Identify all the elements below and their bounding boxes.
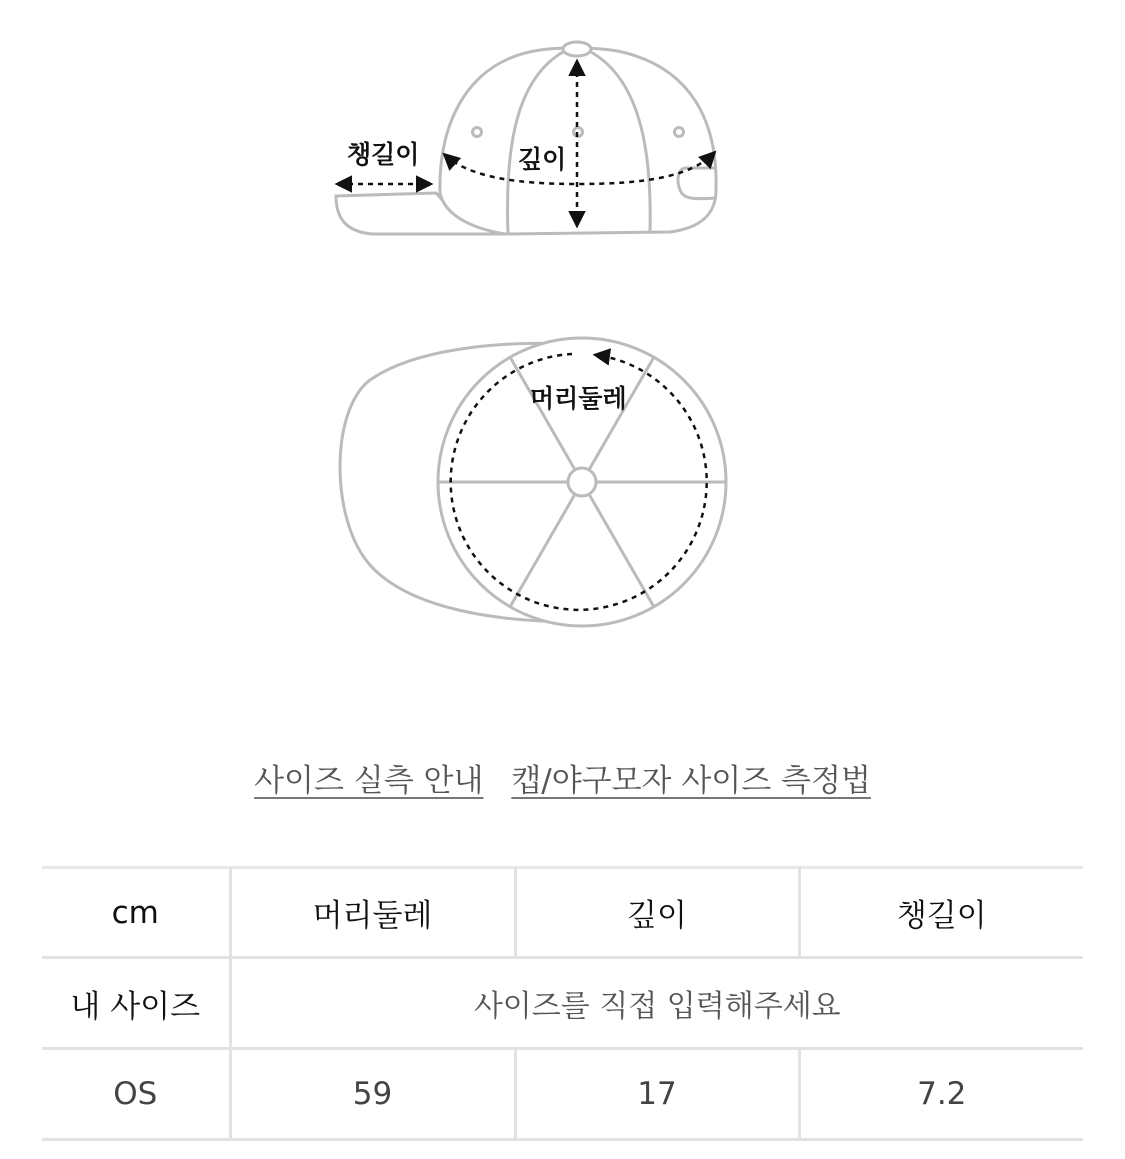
size-os: OS bbox=[42, 1049, 230, 1140]
value-brim: 7.2 bbox=[799, 1049, 1083, 1140]
my-size-input[interactable]: 사이즈를 직접 입력해주세요 bbox=[230, 958, 1083, 1049]
table-header-row bbox=[42, 868, 1083, 958]
header-brim: 챙길이 bbox=[799, 868, 1083, 958]
table-row bbox=[42, 1049, 1083, 1140]
header-depth: 깊이 bbox=[515, 868, 799, 958]
circumference-label: 머리둘레 bbox=[530, 384, 627, 413]
cap-side-view bbox=[336, 42, 716, 234]
my-size-label: 내 사이즈 bbox=[42, 958, 230, 1049]
value-circumference: 59 bbox=[230, 1049, 515, 1140]
my-size-row bbox=[42, 958, 1083, 1049]
size-guide-links bbox=[0, 755, 1125, 800]
depth-label: 깊이 bbox=[518, 145, 567, 174]
header-circumference: 머리둘레 bbox=[230, 868, 515, 958]
header-unit: cm bbox=[42, 868, 230, 958]
size-table bbox=[42, 866, 1083, 1141]
size-guide-link[interactable]: 사이즈 실측 안내 bbox=[254, 763, 484, 799]
cap-measure-link[interactable]: 캡/야구모자 사이즈 측정법 bbox=[511, 763, 871, 799]
value-depth: 17 bbox=[515, 1049, 799, 1140]
cap-top-view bbox=[340, 338, 726, 626]
brim-length-label: 챙길이 bbox=[347, 140, 420, 169]
